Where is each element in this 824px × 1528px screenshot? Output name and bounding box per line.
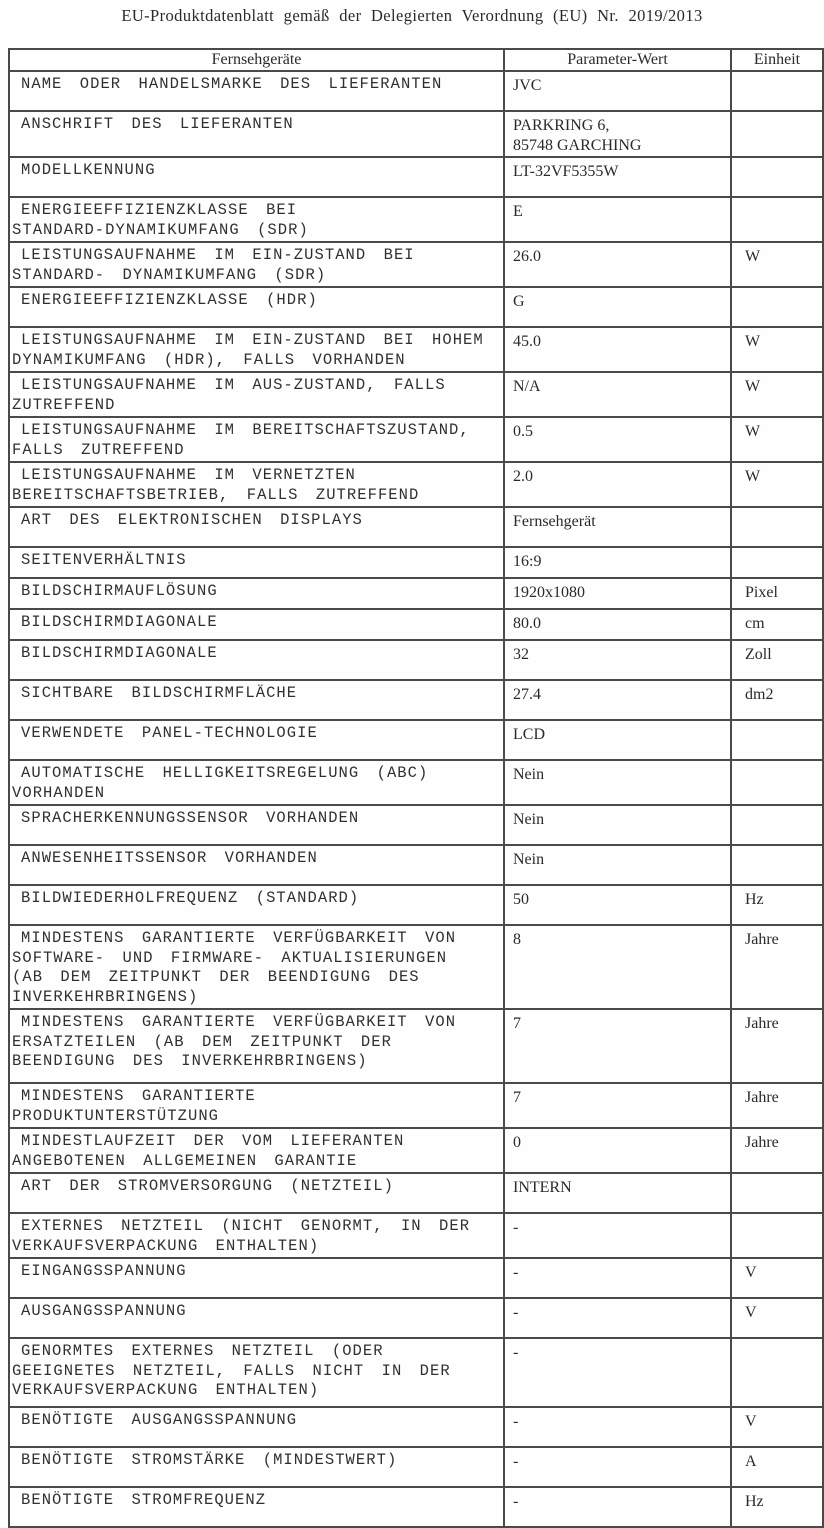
unit-cell: dm2 xyxy=(731,680,823,720)
parameter-name-line: VERKAUFSVERPACKUNG ENTHALTEN) xyxy=(12,1381,320,1399)
parameter-name-line: ART DER STROMVERSORGUNG (NETZTEIL) xyxy=(21,1177,394,1195)
table-row xyxy=(9,1128,823,1173)
parameter-name-line: BILDSCHIRMAUFLÖSUNG xyxy=(21,582,218,600)
parameter-name-line: ZUTREFFEND xyxy=(12,395,116,414)
parameter-name-line: ERSATZTEILEN (AB DEM ZEITPUNKT DER xyxy=(12,1032,392,1051)
parameter-value-line: Nein xyxy=(513,811,545,828)
parameter-name-cell xyxy=(9,287,504,327)
unit-cell xyxy=(731,197,823,242)
table-row xyxy=(9,417,823,462)
parameter-name-cell xyxy=(9,327,504,372)
parameter-name-cell xyxy=(9,111,504,157)
unit-cell: Pixel xyxy=(731,578,823,609)
parameter-name-line: VERKAUFSVERPACKUNG ENTHALTEN) xyxy=(12,1236,320,1255)
parameter-name-cell xyxy=(9,507,504,547)
parameter-value-cell xyxy=(504,462,731,507)
unit-cell: Hz xyxy=(731,1487,823,1527)
table-row xyxy=(9,157,823,197)
parameter-name-cell xyxy=(9,1338,504,1407)
parameter-name-cell xyxy=(9,1298,504,1338)
parameter-value-line: 27.4 xyxy=(513,686,541,703)
parameter-value-cell xyxy=(504,372,731,417)
parameter-name-cell xyxy=(9,1173,504,1213)
parameter-value-cell xyxy=(504,1447,731,1487)
document-title: EU-Produktdatenblatt gemäß der Delegierten Verordnung (EU) Nr. 2019/2013 xyxy=(121,6,703,25)
parameter-value-cell xyxy=(504,1213,731,1258)
parameter-value-line: 26.0 xyxy=(513,248,541,265)
parameter-value-cell xyxy=(504,1009,731,1083)
unit-cell: Zoll xyxy=(731,640,823,680)
unit-cell: V xyxy=(731,1298,823,1338)
table-row xyxy=(9,197,823,242)
parameter-value-cell xyxy=(504,1258,731,1298)
table-row xyxy=(9,720,823,760)
unit-cell xyxy=(731,1173,823,1213)
parameter-value-line: 1920x1080 xyxy=(513,584,585,601)
parameter-name-cell xyxy=(9,1407,504,1447)
column-header-unit: Einheit xyxy=(731,49,823,71)
parameter-name-cell xyxy=(9,720,504,760)
parameter-value-cell xyxy=(504,197,731,242)
parameter-name-line: EXTERNES NETZTEIL (NICHT GENORMT, IN DER xyxy=(21,1217,471,1235)
parameter-name-line: MINDESTENS GARANTIERTE VERFÜGBARKEIT VON xyxy=(21,929,457,947)
parameter-name-cell xyxy=(9,1213,504,1258)
parameter-name-cell xyxy=(9,197,504,242)
parameter-value-cell xyxy=(504,640,731,680)
parameter-name-line: FALLS ZUTREFFEND xyxy=(12,440,185,459)
parameter-name-line: PRODUKTUNTERSTÜTZUNG xyxy=(12,1106,220,1125)
parameter-value-line: 50 xyxy=(513,891,529,908)
parameter-value-cell xyxy=(504,547,731,578)
parameter-name-line: MINDESTLAUFZEIT DER VOM LIEFERANTEN xyxy=(21,1132,405,1150)
parameter-name-cell xyxy=(9,805,504,845)
table-row xyxy=(9,885,823,925)
parameter-value-cell xyxy=(504,1083,731,1128)
table-row xyxy=(9,1083,823,1128)
parameter-name-line: DYNAMIKUMFANG (HDR), FALLS VORHANDEN xyxy=(12,350,406,369)
parameter-name-line: ART DES ELEKTRONISCHEN DISPLAYS xyxy=(21,511,363,529)
table-row xyxy=(9,327,823,372)
parameter-name-cell xyxy=(9,157,504,197)
parameter-name-line: VERWENDETE PANEL-TECHNOLOGIE xyxy=(21,724,318,742)
table-row xyxy=(9,507,823,547)
parameter-name-cell xyxy=(9,1009,504,1083)
parameter-value-line: - xyxy=(513,1219,519,1236)
unit-cell: Jahre xyxy=(731,925,823,1009)
parameter-name-line: AUSGANGSSPANNUNG xyxy=(21,1302,187,1320)
unit-cell: V xyxy=(731,1258,823,1298)
column-header-value: Parameter-Wert xyxy=(504,49,731,71)
parameter-name-line: BEENDIGUNG DES INVERKEHRBRINGENS) xyxy=(12,1052,368,1070)
parameter-name-line: LEISTUNGSAUFNAHME IM VERNETZTEN xyxy=(21,466,356,484)
parameter-name-line: ENERGIEEFFIZIENZKLASSE BEI xyxy=(21,201,298,219)
table-row xyxy=(9,71,823,111)
parameter-name-cell xyxy=(9,462,504,507)
unit-cell xyxy=(731,720,823,760)
parameter-name-line: SICHTBARE BILDSCHIRMFLÄCHE xyxy=(21,684,298,702)
parameter-value-cell xyxy=(504,1487,731,1527)
parameter-value-line: 8 xyxy=(513,931,521,948)
parameter-name-line: ANSCHRIFT DES LIEFERANTEN xyxy=(21,115,294,133)
table-row xyxy=(9,805,823,845)
parameter-value-line: 7 xyxy=(513,1089,521,1106)
unit-cell xyxy=(731,805,823,845)
parameter-value-line: - xyxy=(513,1264,519,1281)
parameter-name-line: SOFTWARE- UND FIRMWARE- AKTUALISIERUNGEN xyxy=(12,948,448,967)
table-row xyxy=(9,242,823,287)
parameter-value-cell xyxy=(504,720,731,760)
parameter-value-cell xyxy=(504,1338,731,1407)
unit-cell xyxy=(731,71,823,111)
unit-cell: Jahre xyxy=(731,1009,823,1083)
parameter-value-cell xyxy=(504,845,731,885)
parameter-value-line: E xyxy=(513,203,523,220)
unit-cell: W xyxy=(731,417,823,462)
parameter-value-cell xyxy=(504,680,731,720)
unit-cell: cm xyxy=(731,609,823,640)
parameter-name-line: ANGEBOTENEN ALLGEMEINEN GARANTIE xyxy=(12,1151,358,1170)
parameter-value-cell xyxy=(504,805,731,845)
parameter-name-line: (AB DEM ZEITPUNKT DER BEENDIGUNG DES xyxy=(12,968,420,986)
parameter-value-cell xyxy=(504,925,731,1009)
parameter-name-line: VORHANDEN xyxy=(12,783,106,802)
table-row xyxy=(9,578,823,609)
parameter-name-line: INVERKEHRBRINGENS) xyxy=(12,987,199,1006)
parameter-name-line: GENORMTES EXTERNES NETZTEIL (ODER xyxy=(21,1342,384,1360)
product-datasheet-table xyxy=(8,48,824,1528)
parameter-value-line: 7 xyxy=(513,1015,521,1032)
parameter-value-line: 16:9 xyxy=(513,553,542,570)
unit-cell: W xyxy=(731,327,823,372)
parameter-name-cell xyxy=(9,680,504,720)
parameter-value-line: Nein xyxy=(513,851,545,868)
parameter-value-line: INTERN xyxy=(513,1179,572,1196)
parameter-value-line: G xyxy=(513,293,525,310)
parameter-name-line: BILDSCHIRMDIAGONALE xyxy=(21,644,218,662)
unit-cell xyxy=(731,547,823,578)
table-row xyxy=(9,640,823,680)
table-row xyxy=(9,609,823,640)
table-row xyxy=(9,1487,823,1527)
parameter-name-cell xyxy=(9,417,504,462)
table-header xyxy=(9,49,823,71)
parameter-name-line: LEISTUNGSAUFNAHME IM EIN-ZUSTAND BEI xyxy=(21,246,415,264)
table-row xyxy=(9,925,823,1009)
parameter-name-line: AUTOMATISCHE HELLIGKEITSREGELUNG (ABC) xyxy=(21,764,429,782)
parameter-name-line: ANWESENHEITSSENSOR VORHANDEN xyxy=(21,849,318,867)
parameter-value-line: PARKRING 6, xyxy=(513,117,610,134)
parameter-name-cell xyxy=(9,845,504,885)
parameter-value-line: - xyxy=(513,1344,519,1361)
unit-cell xyxy=(731,1338,823,1407)
parameter-name-line: BILDWIEDERHOLFREQUENZ (STANDARD) xyxy=(21,889,360,907)
table-row xyxy=(9,1213,823,1258)
parameter-name-line: MODELLKENNUNG xyxy=(21,161,156,179)
parameter-value-cell xyxy=(504,578,731,609)
parameter-value-line: - xyxy=(513,1413,519,1430)
parameter-value-cell xyxy=(504,1407,731,1447)
unit-cell xyxy=(731,287,823,327)
parameter-name-line: GEEIGNETES NETZTEIL, FALLS NICHT IN DER xyxy=(12,1361,451,1380)
parameter-value-line: 0 xyxy=(513,1134,521,1151)
parameter-value-cell xyxy=(504,609,731,640)
unit-cell xyxy=(731,507,823,547)
parameter-name-cell xyxy=(9,609,504,640)
parameter-value-cell xyxy=(504,760,731,805)
unit-cell: Hz xyxy=(731,885,823,925)
parameter-value-line: - xyxy=(513,1453,519,1470)
parameter-name-cell xyxy=(9,1083,504,1128)
parameter-value-cell xyxy=(504,287,731,327)
parameter-value-line: N/A xyxy=(513,378,541,395)
table-row xyxy=(9,547,823,578)
parameter-name-line: SEITENVERHÄLTNIS xyxy=(21,551,187,569)
parameter-value-line: 0.5 xyxy=(513,423,533,440)
parameter-name-cell xyxy=(9,71,504,111)
parameter-value-line: JVC xyxy=(513,77,542,94)
unit-cell: V xyxy=(731,1407,823,1447)
parameter-value-cell xyxy=(504,1173,731,1213)
parameter-value-cell xyxy=(504,71,731,111)
column-header-parameter: Fernsehgeräte xyxy=(9,49,504,71)
parameter-value-line: 32 xyxy=(513,646,529,663)
unit-cell xyxy=(731,111,823,157)
parameter-value-line: LT-32VF5355W xyxy=(513,163,619,180)
parameter-name-cell xyxy=(9,885,504,925)
parameter-name-line: STANDARD- DYNAMIKUMFANG (SDR) xyxy=(12,265,327,284)
table-row xyxy=(9,1447,823,1487)
parameter-name-line: LEISTUNGSAUFNAHME IM EIN-ZUSTAND BEI HOHEM xyxy=(21,331,484,349)
parameter-value-cell xyxy=(504,417,731,462)
parameter-value-cell xyxy=(504,1298,731,1338)
table-row xyxy=(9,1338,823,1407)
parameter-name-cell xyxy=(9,1487,504,1527)
parameter-value-cell xyxy=(504,885,731,925)
parameter-value-line: Fernsehgerät xyxy=(513,513,596,530)
parameter-name-line: BENÖTIGTE AUSGANGSSPANNUNG xyxy=(21,1411,298,1429)
parameter-value-cell xyxy=(504,1128,731,1173)
parameter-name-cell xyxy=(9,547,504,578)
parameter-name-line: STANDARD-DYNAMIKUMFANG (SDR) xyxy=(12,220,309,239)
spec-table-body xyxy=(9,71,823,1527)
table-row xyxy=(9,760,823,805)
parameter-value-line: 80.0 xyxy=(513,615,541,632)
parameter-name-line: BEREITSCHAFTSBETRIEB, FALLS ZUTREFFEND xyxy=(12,485,420,504)
unit-cell: W xyxy=(731,462,823,507)
table-row xyxy=(9,680,823,720)
unit-cell: Jahre xyxy=(731,1128,823,1173)
unit-cell: Jahre xyxy=(731,1083,823,1128)
parameter-value-line: LCD xyxy=(513,726,545,743)
parameter-value-line: Nein xyxy=(513,766,545,783)
parameter-value-line: - xyxy=(513,1493,519,1510)
table-row xyxy=(9,1407,823,1447)
parameter-name-line: MINDESTENS GARANTIERTE xyxy=(21,1087,256,1105)
parameter-name-cell xyxy=(9,1128,504,1173)
parameter-value-cell xyxy=(504,242,731,287)
table-row xyxy=(9,1258,823,1298)
parameter-name-line: EINGANGSSPANNUNG xyxy=(21,1262,187,1280)
parameter-value-line: 2.0 xyxy=(513,468,533,485)
table-row xyxy=(9,1298,823,1338)
parameter-name-cell xyxy=(9,925,504,1009)
parameter-name-line: LEISTUNGSAUFNAHME IM BEREITSCHAFTSZUSTAND, xyxy=(21,421,470,439)
unit-cell: W xyxy=(731,372,823,417)
parameter-name-line: BENÖTIGTE STROMFREQUENZ xyxy=(21,1491,267,1509)
unit-cell xyxy=(731,157,823,197)
table-row xyxy=(9,287,823,327)
parameter-name-line: BENÖTIGTE STROMSTÄRKE (MINDESTWERT) xyxy=(21,1451,398,1469)
header-row xyxy=(9,49,823,71)
table-row xyxy=(9,845,823,885)
parameter-value-cell xyxy=(504,157,731,197)
parameter-name-line: BILDSCHIRMDIAGONALE xyxy=(21,613,218,631)
unit-cell: W xyxy=(731,242,823,287)
parameter-value-line: - xyxy=(513,1304,519,1321)
parameter-name-cell xyxy=(9,578,504,609)
parameter-value-cell xyxy=(504,111,731,157)
table-row xyxy=(9,1173,823,1213)
parameter-name-cell xyxy=(9,1447,504,1487)
parameter-name-line: SPRACHERKENNUNGSSENSOR VORHANDEN xyxy=(21,809,360,827)
unit-cell xyxy=(731,760,823,805)
parameter-value-cell xyxy=(504,327,731,372)
parameter-value-line: 85748 GARCHING xyxy=(513,136,642,154)
parameter-name-cell xyxy=(9,1258,504,1298)
table-row xyxy=(9,462,823,507)
parameter-name-cell xyxy=(9,242,504,287)
unit-cell: A xyxy=(731,1447,823,1487)
table-row xyxy=(9,111,823,157)
parameter-name-cell xyxy=(9,640,504,680)
parameter-name-cell xyxy=(9,760,504,805)
parameter-name-line: ENERGIEEFFIZIENZKLASSE (HDR) xyxy=(21,291,318,309)
unit-cell xyxy=(731,1213,823,1258)
parameter-value-line: 45.0 xyxy=(513,333,541,350)
parameter-name-cell xyxy=(9,372,504,417)
table-row xyxy=(9,372,823,417)
table-row xyxy=(9,1009,823,1083)
parameter-name-line: LEISTUNGSAUFNAHME IM AUS-ZUSTAND, FALLS xyxy=(21,376,446,394)
parameter-name-line: MINDESTENS GARANTIERTE VERFÜGBARKEIT VON xyxy=(21,1013,457,1031)
parameter-name-line: NAME ODER HANDELSMARKE DES LIEFERANTEN xyxy=(21,75,443,93)
unit-cell xyxy=(731,845,823,885)
parameter-value-cell xyxy=(504,507,731,547)
